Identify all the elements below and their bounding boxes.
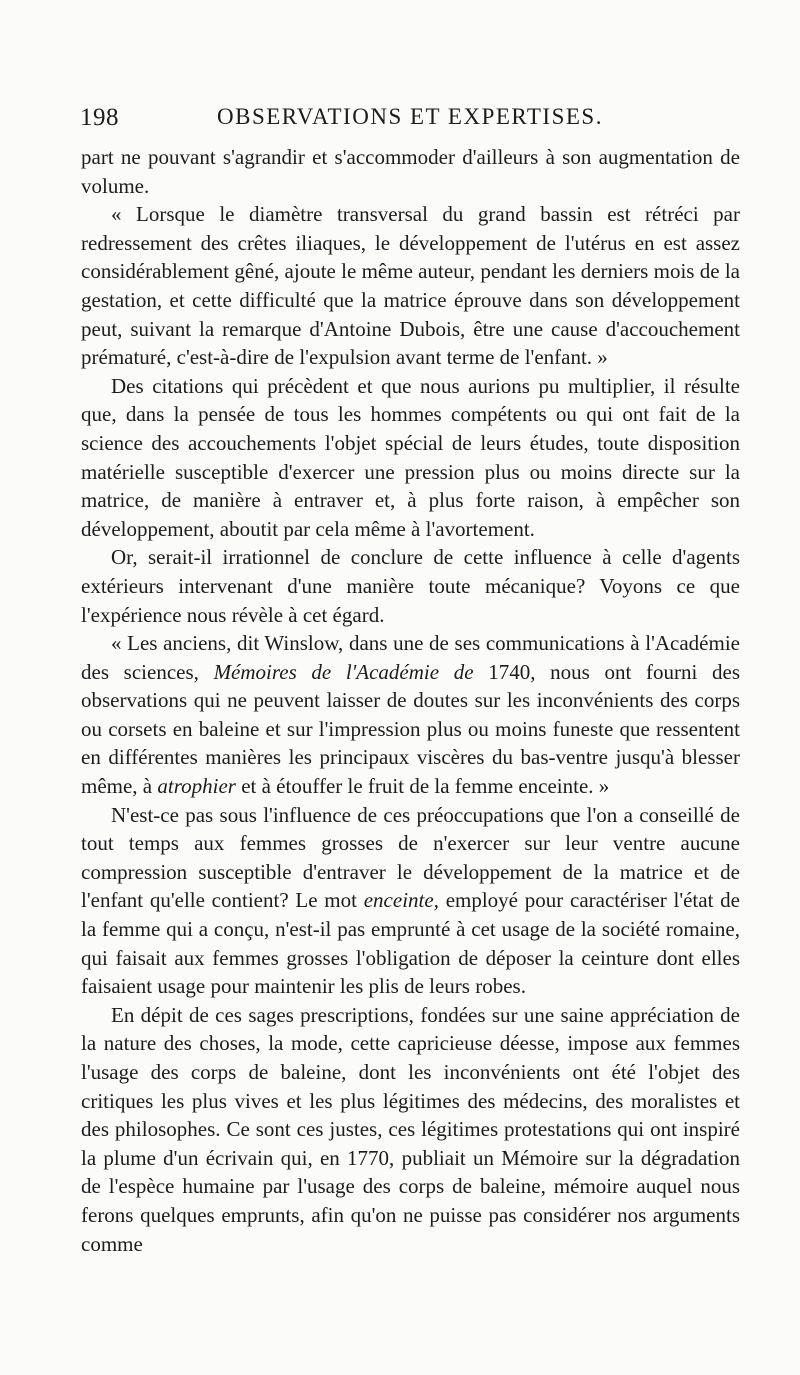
paragraph (81, 801, 740, 1001)
running-title: OBSERVATIONS ET EXPERTISES. (217, 104, 603, 129)
paragraph-text: et à étouffer le fruit de la femme enceinte. » (235, 774, 610, 799)
paragraph-text: N'est-ce pas sous l'influence de ces préoccupations que l'on a conseillé de tout temps aux femmes grosses de n'exercer sur leur ventre aucune compression susceptible d'entraver le développement de la matrice et de l'enfant qu'elle contient? Le mot (81, 802, 740, 913)
paragraph-text: employé pour caractériser l'état de la femme qui a conçu, n'est-il pas emprunté à cet usage de la société romaine, qui faisait aux femmes grosses l'obligation de déposer la ceinture dont elles faisaient usage pour maintenir les plis de leurs robes. (81, 888, 740, 999)
paragraph-text: « Les anciens, dit Winslow, dans une de ses communications à l'Académie des sciences, (81, 631, 740, 684)
paragraph (81, 1001, 740, 1258)
paragraph-text: part ne pouvant s'agrandir et s'accommoder d'ailleurs à son augmentation de volume. (81, 145, 740, 198)
italic-term: enceinte, (363, 888, 439, 913)
paragraph-text: Des citations qui précèdent et que nous aurions pu multiplier, il résulte que, dans la pensée de tous les hommes compétents ou qui ont fait de la science des accouchements l'objet spécial de leurs études, toute disposition matérielle susceptible d'exercer une pression plus ou moins directe sur la matrice, de manière à entraver et, à plus forte raison, à empêcher son développement, aboutit par cela même à l'avortement. (81, 373, 740, 541)
italic-term: atrophier (157, 774, 236, 799)
paragraph-text: « Lorsque le diamètre transversal du grand bassin est rétréci par redressement des crêtes iliaques, le développement de l'utérus en est assez considérablement gêné, ajoute le même auteur, pendant les derniers mois de la gestation, et cette difficulté que la matrice éprouve dans son développement peut, suivant la remarque d'Antoine Dubois, être une cause d'accouchement prématuré, c'est-à-dire de l'expulsion avant terme de l'enfant. » (81, 202, 740, 370)
running-head (80, 104, 740, 140)
paragraph-text: 1740, nous ont fourni des observations qui ne peuvent laisser de doutes sur les inconvénients des corps ou corsets en baleine et sur l'impression plus ou moins funeste que ressentent en différentes manières les principaux viscères du bas-ventre jusqu'à blesser même, à (81, 659, 740, 799)
body-text (81, 143, 740, 1258)
paragraph (81, 543, 740, 629)
paragraph (81, 629, 740, 801)
page-number: 198 (80, 104, 119, 131)
paragraph (81, 372, 740, 544)
paragraph-text: En dépit de ces sages prescriptions, fondées sur une saine appréciation de la nature des choses, la mode, cette capricieuse déesse, impose aux femmes l'usage des corps de baleine, dont les inconvénients ont été l'objet des critiques les plus vives et les plus légitimes des médecins, des moralistes et des philosophes. Ce sont ces justes, ces légitimes protestations qui ont inspiré la plume d'un écrivain qui, en 1770, publiait un Mémoire sur la dégradation de l'espèce humaine par l'usage des corps de baleine, mémoire auquel nous ferons quelques emprunts, afin qu'on ne puisse pas considérer nos arguments comme (81, 1002, 740, 1256)
paragraph (81, 143, 740, 200)
paragraph-text: Or, serait-il irrationnel de conclure de cette influence à celle d'agents extérieurs intervenant d'une manière toute mécanique? Voyons ce que l'expérience nous révèle à cet égard. (81, 545, 740, 627)
italic-citation: Mémoires de l'Académie de (213, 659, 474, 684)
paragraph (81, 200, 740, 372)
